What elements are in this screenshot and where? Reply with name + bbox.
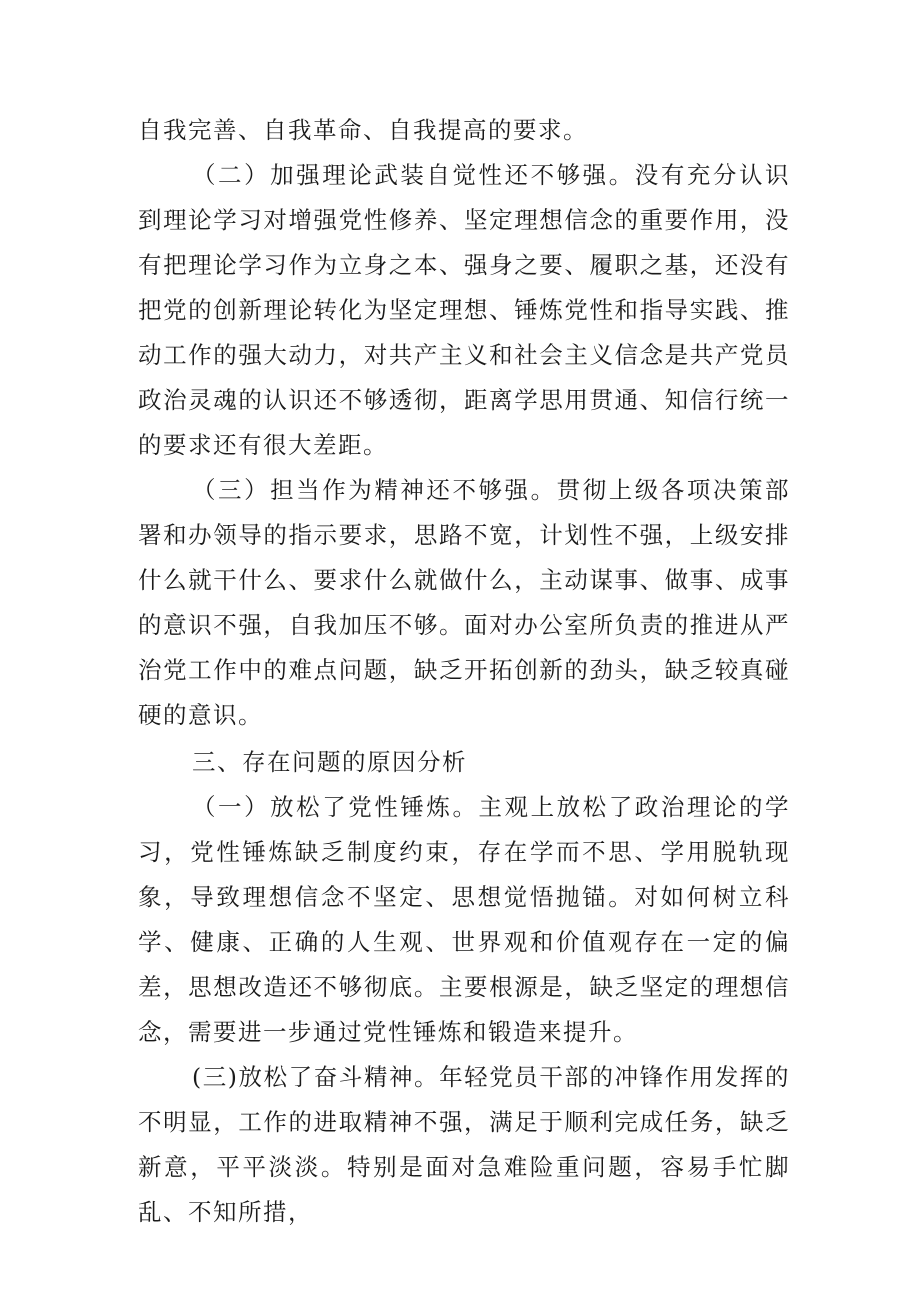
paragraph-striving-spirit: (三)放松了奋斗精神。年轻党员干部的冲锋作用发挥的不明显，工作的进取精神不强，满足于顺利完成任务，缺乏新意，平平淡淡。特别是面对急难险重问题，容易手忙脚乱、不知所措， <box>138 1063 790 1226</box>
document-page <box>138 108 790 1235</box>
paragraph-continuation: 自我完善、自我革命、自我提高的要求。 <box>138 116 588 144</box>
paragraph-theory-study: （二）加强理论武装自觉性还不够强。没有充分认识到理论学习对增强党性修养、坚定理想信念的重要作用，没有把理论学习作为立身之本、强身之要、履职之基，还没有把党的创新理论转化为坚定理想、锤炼党性和指导实践、推动工作的强大动力，对共产主义和社会主义信念是共产党员政治灵魂的认识还不够透彻，距离学思用贯通、知信行统一的要求还有很大差距。 <box>138 161 790 459</box>
section-heading-cause-analysis: 三、存在问题的原因分析 <box>192 748 467 776</box>
paragraph-party-spirit: （一）放松了党性锤炼。主观上放松了政治理论的学习，党性锤炼缺乏制度约束，存在学而不思、学用脱轨现象，导致理想信念不坚定、思想觉悟抛锚。对如何树立科学、健康、正确的人生观、世界观和价值观存在一定的偏差，思想改造还不够彻底。主要根源是，缺乏坚定的理想信念，需要进一步通过党性锤炼和锻造来提升。 <box>138 793 790 1046</box>
paragraph-responsibility: （三）担当作为精神还不够强。贯彻上级各项决策部署和办领导的指示要求，思路不宽，计划性不强，上级安排什么就干什么、要求什么就做什么，主动谋事、做事、成事的意识不强，自我加压不够。面对办公室所负责的推进从严治党工作中的难点问题，缺乏开拓创新的劲头，缺乏较真碰硬的意识。 <box>138 476 790 729</box>
